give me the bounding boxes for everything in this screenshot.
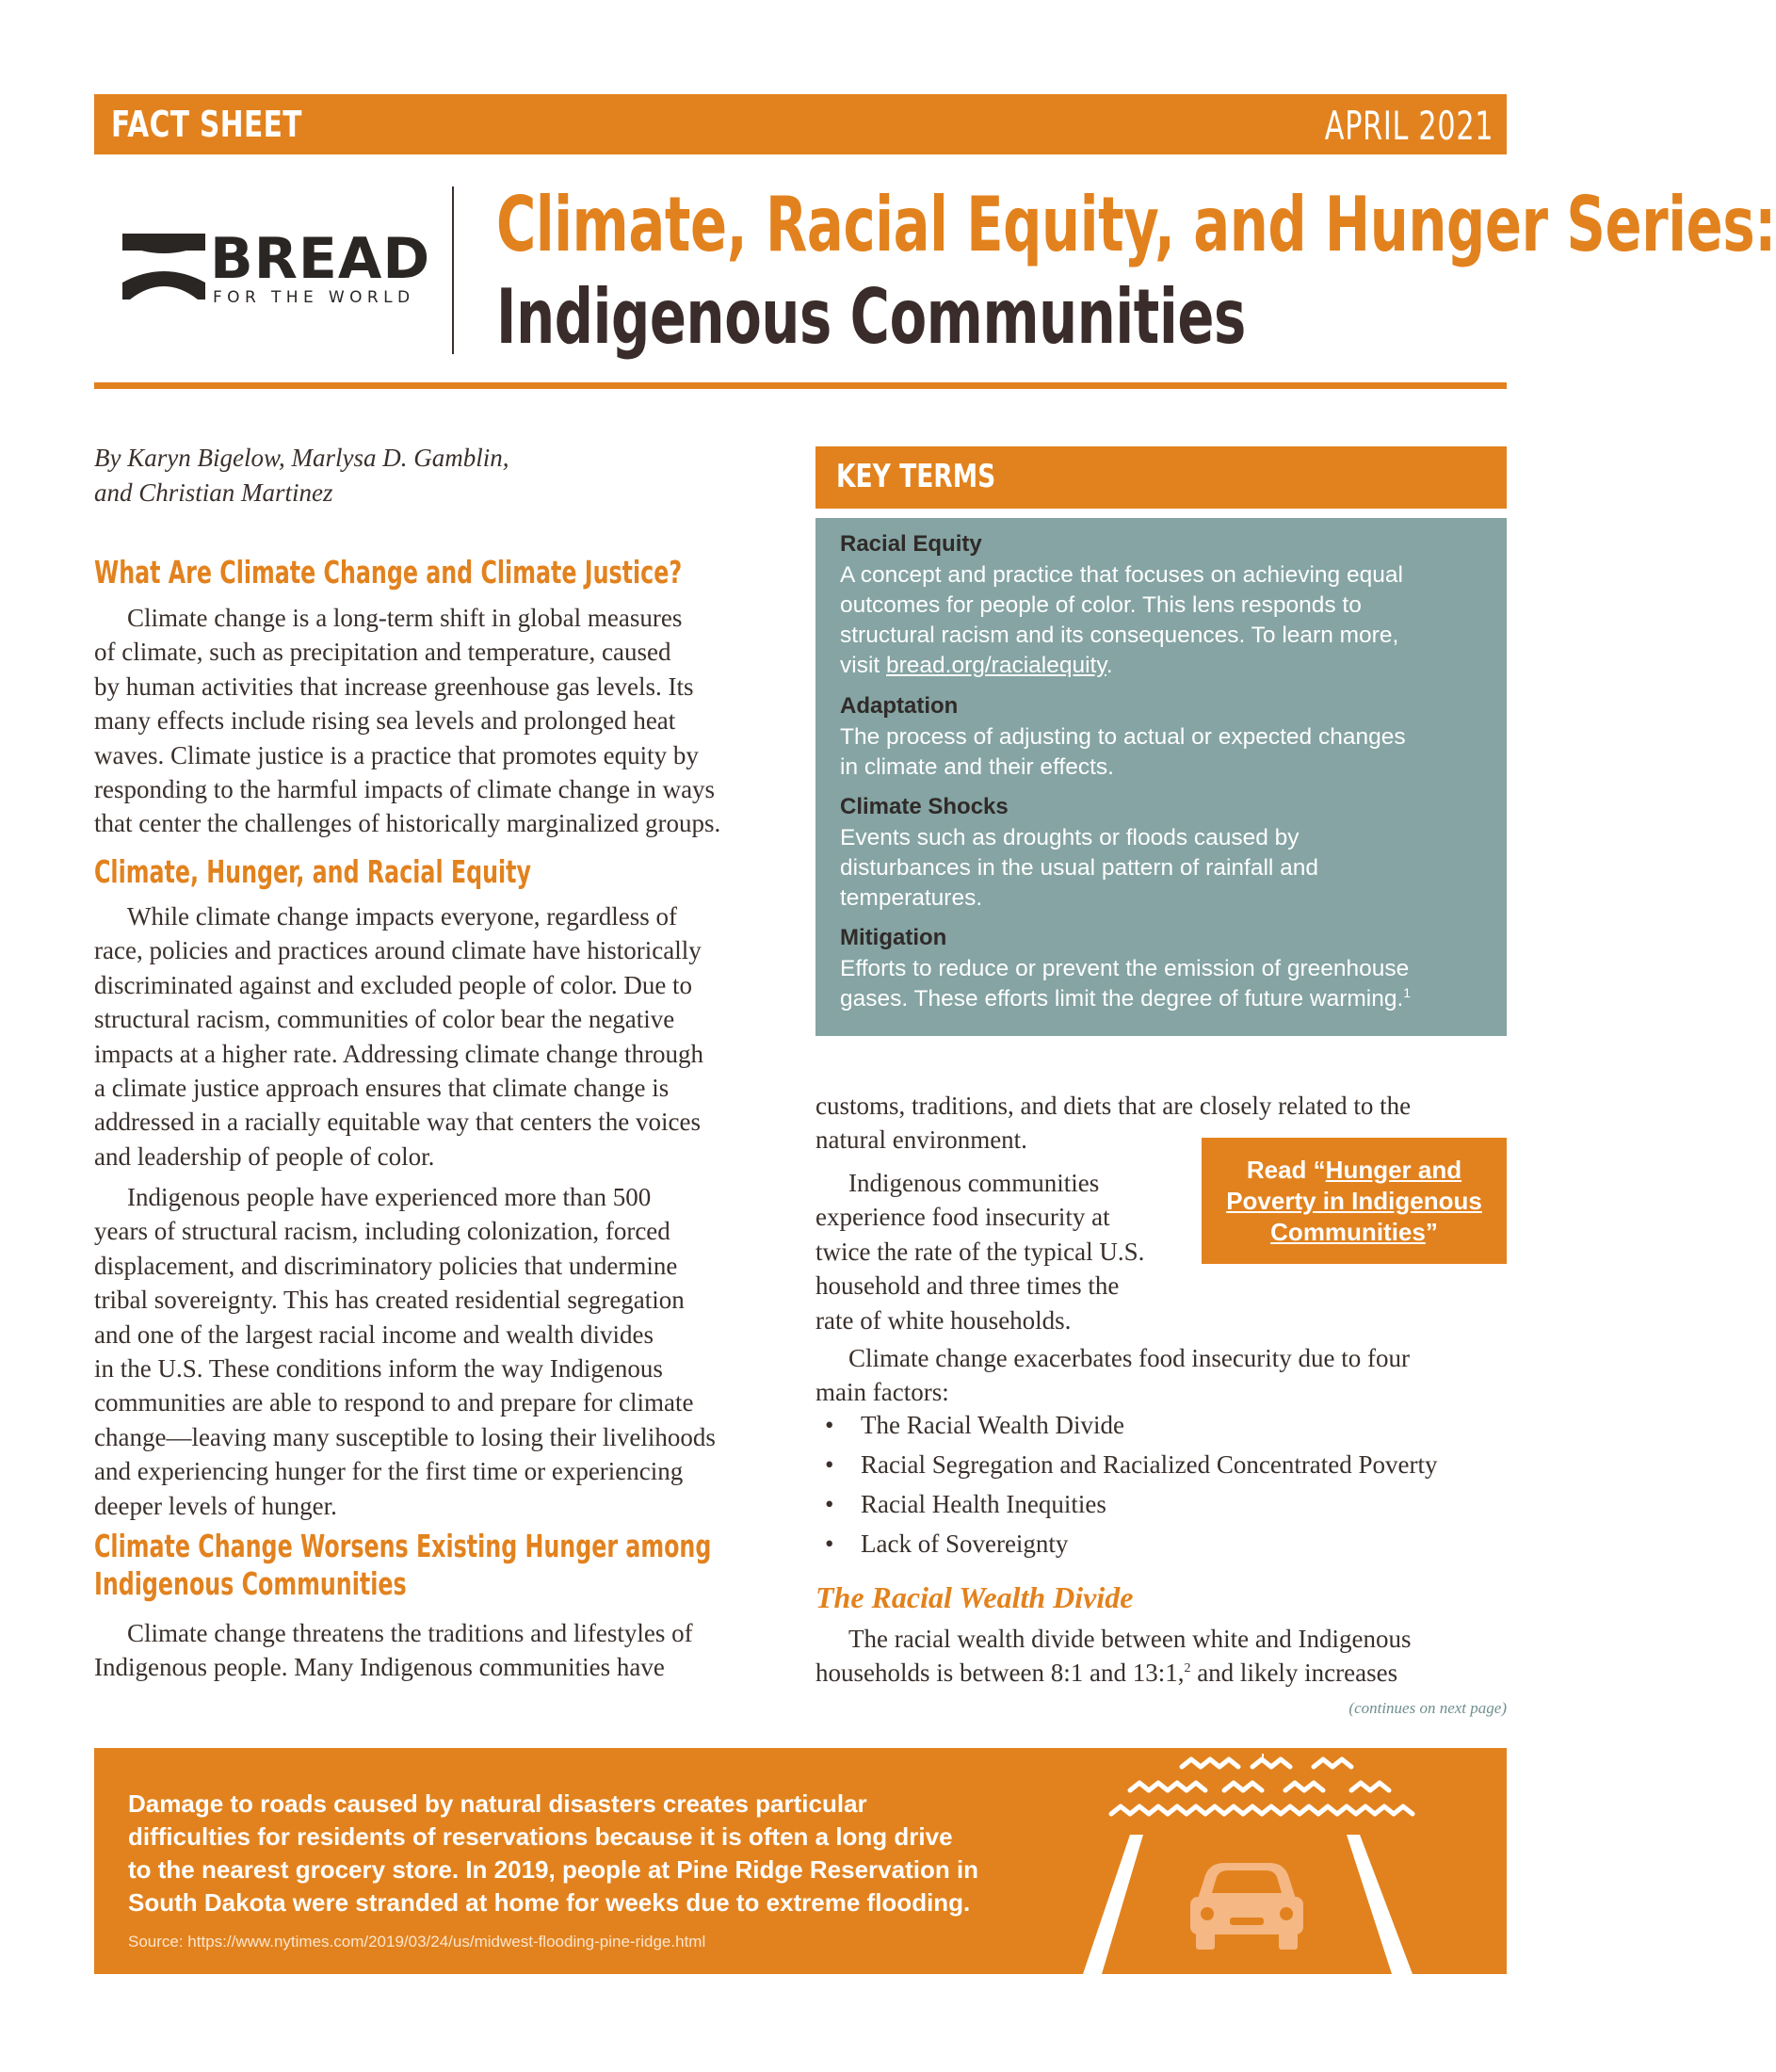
footer-line: to the nearest grocery store. In 2019, people at Pine Ridge Reservation in [128, 1855, 979, 1884]
footnote-marker: 1 [1403, 984, 1412, 1000]
visit-prefix: visit [840, 653, 886, 678]
term-title: Climate Shocks [840, 794, 1009, 819]
byline [94, 441, 622, 510]
list-item-text: The Racial Wealth Divide [861, 1411, 1124, 1439]
text-line: While climate change impacts everyone, regardless of [127, 902, 677, 931]
bread-logo [121, 226, 431, 326]
section-heading: Climate Change Worsens Existing Hunger among [94, 1528, 712, 1564]
text-line: years of structural racism, including colonization, forced [94, 1217, 670, 1246]
continues-note: (continues on next page) [1348, 1699, 1507, 1717]
footer-line: Damage to roads caused by natural disasters creates particular [128, 1789, 867, 1818]
callout-suffix: ” [1425, 1218, 1438, 1246]
text-line: household and three times the [815, 1271, 1120, 1301]
definition-line: disturbances in the usual pattern of rainfall and [840, 855, 1319, 881]
hunger-poverty-link[interactable]: Hunger and [1325, 1156, 1462, 1184]
text-line: tribal sovereignty. This has created residential segregation [94, 1286, 685, 1315]
text-line [815, 1656, 1412, 1690]
footer-banner [94, 1748, 1507, 1974]
section-paragraph [94, 1616, 693, 1685]
footer-line: South Dakota were stranded at home for weeks due to extreme flooding. [128, 1888, 971, 1917]
byline-line: By Karyn Bigelow, Marlysa D. Gamblin, [94, 444, 509, 472]
logo-wordmark: BREAD [210, 226, 431, 292]
definition-line [840, 651, 1403, 681]
definition-line: in climate and their effects. [840, 754, 1114, 780]
page-subtitle: Indigenous Communities [496, 273, 1246, 361]
text-line: and experiencing hunger for the first time or experiencing [94, 1457, 684, 1486]
footnote-marker: 2 [1184, 1661, 1191, 1676]
callout-prefix: Read “ [1246, 1156, 1326, 1184]
text-line: Climate change exacerbates food insecurity due to four [848, 1344, 1411, 1372]
term-definition [840, 722, 1406, 783]
subsection-heading: The Racial Wealth Divide [815, 1580, 1134, 1614]
definition-line [840, 984, 1411, 1014]
section-paragraph [815, 1341, 1410, 1410]
page-title: Climate, Racial Equity, and Hunger Series: [496, 181, 1776, 268]
text-line: change—leaving many susceptible to losing their livelihoods [94, 1422, 716, 1451]
text-line: Indigenous communities [848, 1169, 1100, 1197]
read-more-callout[interactable] [1202, 1138, 1507, 1264]
text-line: many effects include rising sea levels and prolonged heat [94, 706, 676, 736]
text-line: waves. Climate justice is a practice that promotes equity by [94, 740, 699, 769]
list-item-text: Lack of Sovereignty [861, 1530, 1069, 1558]
section-paragraph [94, 899, 703, 1174]
definition-text: gases. These efforts limit the degree of future warming. [840, 986, 1404, 1012]
definition-line: structural racism and its consequences. To learn more, [840, 623, 1399, 648]
list-item-text: Racial Health Inequities [861, 1490, 1106, 1518]
footer-line: difficulties for residents of reservations because it is often a long drive [128, 1822, 953, 1851]
text-line: customs, traditions, and diets that are closely related to the [815, 1092, 1412, 1120]
term-title: Racial Equity [840, 531, 982, 557]
text-line: by human activities that increase greenhouse gas levels. Its [94, 672, 694, 701]
doc-date: APRIL 2021 [1324, 103, 1493, 149]
logo-tagline: FOR THE WORLD [213, 288, 415, 307]
text-line: deeper levels of hunger. [94, 1491, 337, 1520]
definition-line: The process of adjusting to actual or expected changes [840, 724, 1406, 750]
car-flood-road-icon [1017, 1748, 1507, 1974]
term-title: Adaptation [840, 693, 959, 719]
definition-line: outcomes for people of color. This lens responds to [840, 592, 1362, 618]
term-title: Mitigation [840, 925, 947, 950]
text-line: race, policies and practices around climate have historically [94, 936, 702, 965]
text-line: addressed in a racially equitable way that centers the voices [94, 1108, 701, 1137]
hunger-poverty-link[interactable]: Communities [1270, 1218, 1426, 1246]
text-line: The racial wealth divide between white and Indigenous [848, 1625, 1412, 1653]
bread-logo-mark-icon [121, 232, 207, 301]
text-line: a climate justice approach ensures that climate change is [94, 1074, 670, 1103]
title-rule [94, 382, 1507, 389]
definition-line: A concept and practice that focuses on achieving equal [840, 562, 1403, 588]
key-terms-panel [815, 518, 1507, 1036]
callout-text [1202, 1155, 1507, 1248]
text-line: of climate, such as precipitation and temperature, caused [94, 638, 671, 667]
definition-line: temperatures. [840, 885, 983, 911]
text-line: structural racism, communities of color bear the negative [94, 1005, 675, 1034]
doc-type-label: FACT SHEET [111, 104, 302, 145]
text-fragment: households is between 8:1 and 13:1, [815, 1659, 1185, 1688]
term-definition [840, 823, 1318, 914]
text-fragment: and likely increases [1190, 1659, 1398, 1688]
section-heading: Climate, Hunger, and Racial Equity [94, 853, 532, 890]
text-line: impacts at a higher rate. Addressing climate change through [94, 1039, 704, 1068]
text-line: rate of white households. [815, 1305, 1072, 1335]
footer-text [128, 1788, 978, 1919]
section-paragraph [94, 601, 720, 841]
definition-line: Efforts to reduce or prevent the emission of greenhouse [840, 956, 1410, 981]
text-line: displacement, and discriminatory policies that undermine [94, 1251, 678, 1280]
text-line: Climate change threatens the traditions and lifestyles of [127, 1619, 693, 1647]
hunger-poverty-link[interactable]: Poverty in Indigenous [1226, 1187, 1482, 1215]
text-line: and leadership of people of color. [94, 1141, 435, 1171]
text-line: Climate change is a long-term shift in global measures [127, 604, 683, 632]
byline-line: and Christian Martinez [94, 478, 333, 507]
footer-source: Source: https://www.nytimes.com/2019/03/24/us/midwest-flooding-pine-ridge.html [128, 1933, 706, 1951]
definition-line: Events such as droughts or floods caused by [840, 825, 1300, 850]
text-line: main factors: [815, 1378, 949, 1407]
section-paragraph [815, 1166, 1144, 1337]
text-line: communities are able to respond to and prepare for climate [94, 1388, 694, 1417]
header-divider [452, 186, 454, 354]
term-definition [840, 954, 1411, 1014]
text-line: Indigenous people have experienced more than 500 [127, 1183, 652, 1211]
racial-equity-link[interactable]: bread.org/racialequity [886, 653, 1106, 678]
text-line: natural environment. [815, 1125, 1027, 1155]
text-line: that center the challenges of historically marginalized groups. [94, 809, 721, 838]
visit-suffix: . [1106, 653, 1113, 678]
text-line: experience food insecurity at [815, 1203, 1110, 1232]
key-terms-heading: KEY TERMS [836, 458, 996, 495]
text-line: twice the rate of the typical U.S. [815, 1237, 1145, 1266]
section-paragraph [94, 1180, 716, 1523]
text-line: in the U.S. These conditions inform the way Indigenous [94, 1354, 663, 1384]
section-paragraph [815, 1622, 1412, 1691]
text-line: and one of the largest racial income and wealth divides [94, 1319, 654, 1349]
term-definition [840, 560, 1403, 681]
text-line: discriminated against and excluded people of color. Due to [94, 970, 693, 999]
section-heading: Indigenous Communities [94, 1565, 407, 1602]
list-item-text: Racial Segregation and Racialized Concentrated Poverty [861, 1450, 1438, 1479]
text-line: Indigenous people. Many Indigenous communities have [94, 1653, 665, 1682]
text-line: responding to the harmful impacts of climate change in ways [94, 775, 716, 804]
section-heading: What Are Climate Change and Climate Justice? [94, 554, 683, 591]
key-terms-header [815, 446, 1507, 509]
header-bar [94, 94, 1507, 154]
